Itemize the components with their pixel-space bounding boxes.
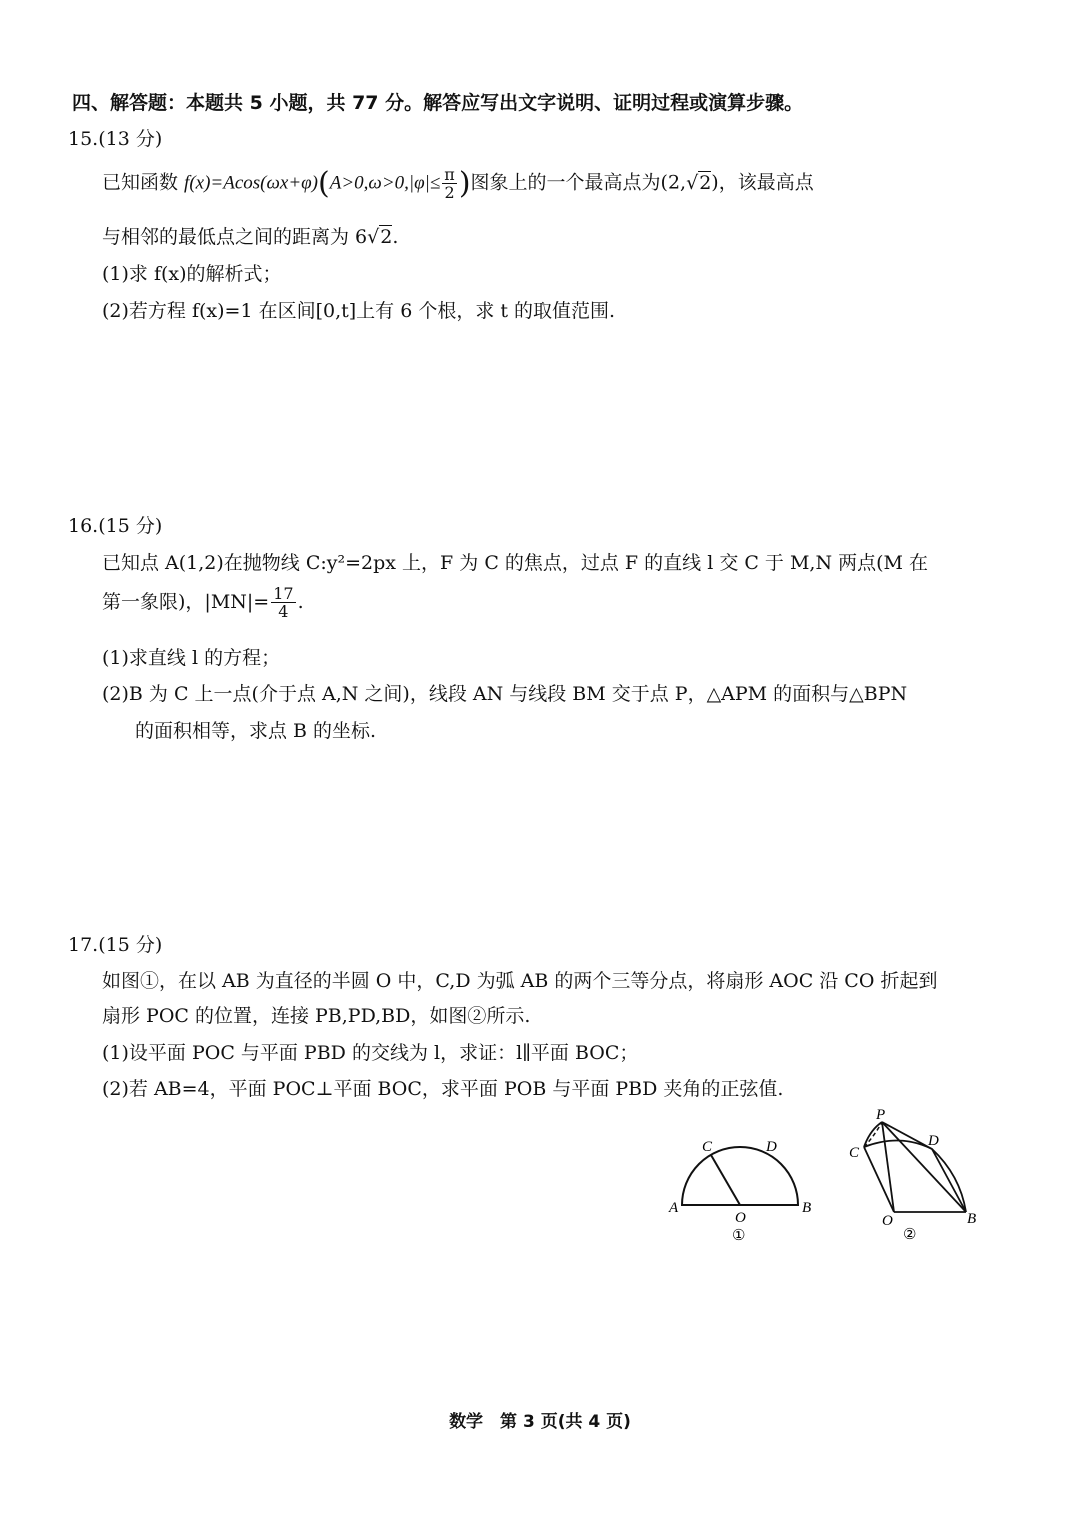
q16-part2a: (2)B 为 C 上一点(介于点 A,N 之间)，线段 AN 与线段 BM 交于点 P，△APM 的面积与△BPN: [102, 683, 908, 705]
figure-folded-sector: [840, 1105, 990, 1245]
q16-line2-end: .: [297, 591, 304, 613]
q15-text-b: 图象上的一个最高点为(2,: [470, 171, 687, 194]
q16-number: 16.(15 分): [68, 515, 163, 537]
q17-line2: 扇形 POC 的位置，连接 PB,PD,BD，如图②所示.: [102, 1005, 531, 1027]
q15-paren-open-icon: (: [318, 166, 330, 201]
q15-pi-over-2: [442, 164, 457, 202]
q15-pi: π: [444, 164, 455, 184]
q15-function: f(x)=Acos(ωx+φ): [184, 172, 319, 194]
q16-fraction: [271, 586, 295, 620]
q15-sqrt-2: √2: [686, 171, 712, 194]
q15-root-value: 2: [699, 171, 712, 194]
fig2-label-c: C: [849, 1145, 860, 1161]
q15-sqrt-2b: √2: [367, 226, 393, 248]
q17-part2: (2)若 AB=4，平面 POC⊥平面 BOC，求平面 POB 与平面 PBD 夹角的正弦值.: [102, 1078, 784, 1100]
q15-part2: (2)若方程 f(x)=1 在区间[0,t]上有 6 个根，求 t 的取值范围.: [102, 300, 616, 322]
q17-part1: (1)设平面 POC 与平面 PBD 的交线为 l，求证：l∥平面 BOC；: [102, 1042, 639, 1064]
segment-pd: [882, 1122, 932, 1149]
q15-line2-text: 与相邻的最低点之间的距离为 6: [102, 226, 368, 248]
q15-part1: (1)求 f(x)的解析式；: [102, 263, 282, 285]
fig2-label-p: P: [876, 1107, 886, 1123]
fig2-label-o: O: [882, 1213, 893, 1229]
q16-line2-text: 第一象限)，|MN|=: [102, 591, 270, 613]
q15-root-value-2: 2: [380, 226, 393, 248]
fig1-label-d: D: [766, 1139, 777, 1155]
section-header: 四、解答题：本题共 5 小题，共 77 分。解答应写出文字说明、证明过程或演算步骤。: [72, 92, 804, 114]
q15-text-a: 已知函数: [102, 171, 185, 194]
q16-denominator: 4: [278, 602, 289, 621]
arc-cdb: [864, 1140, 966, 1212]
fig2-caption: ②: [903, 1227, 917, 1243]
q15-line1: [102, 166, 814, 201]
fig2-label-b: B: [967, 1211, 977, 1227]
q15-number: 15.(13 分): [68, 128, 163, 150]
figure-semicircle: [660, 1130, 830, 1245]
q16-line2: [102, 586, 304, 620]
q15-line2-end: .: [392, 226, 399, 248]
q17-number: 17.(15 分): [68, 934, 163, 956]
page-footer: 数学 第 3 页(共 4 页): [449, 1412, 631, 1432]
fig1-label-a: A: [669, 1200, 679, 1216]
q17-line1: 如图①，在以 AB 为直径的半圆 O 中，C,D 为弧 AB 的两个三等分点，将扇形 AOC 沿 CO 折起到: [102, 970, 938, 992]
q15-conditions: A>0,ω>0,|φ|≤: [329, 172, 441, 194]
q16-part2b: 的面积相等，求点 B 的坐标.: [135, 720, 377, 742]
q16-part1: (1)求直线 l 的方程；: [102, 647, 281, 669]
q15-text-c: )，该最高点: [711, 171, 814, 194]
q15-paren-close-icon: ): [458, 166, 471, 201]
segment-oc: [711, 1155, 740, 1205]
segment-pb: [882, 1122, 966, 1212]
q16-numerator: 17: [273, 584, 294, 603]
fig2-label-d: D: [928, 1133, 939, 1149]
fig1-label-o: O: [735, 1210, 746, 1226]
fig1-caption: ①: [732, 1228, 746, 1244]
fig1-label-c: C: [702, 1139, 713, 1155]
semicircle-outline: [682, 1147, 798, 1205]
fig1-label-b: B: [802, 1200, 812, 1216]
q15-two: 2: [444, 182, 455, 202]
q16-line1: 已知点 A(1,2)在抛物线 C:y²=2px 上，F 为 C 的焦点，过点 F 的直线 l 交 C 于 M,N 两点(M 在: [102, 552, 929, 574]
q15-line2: [102, 222, 398, 249]
